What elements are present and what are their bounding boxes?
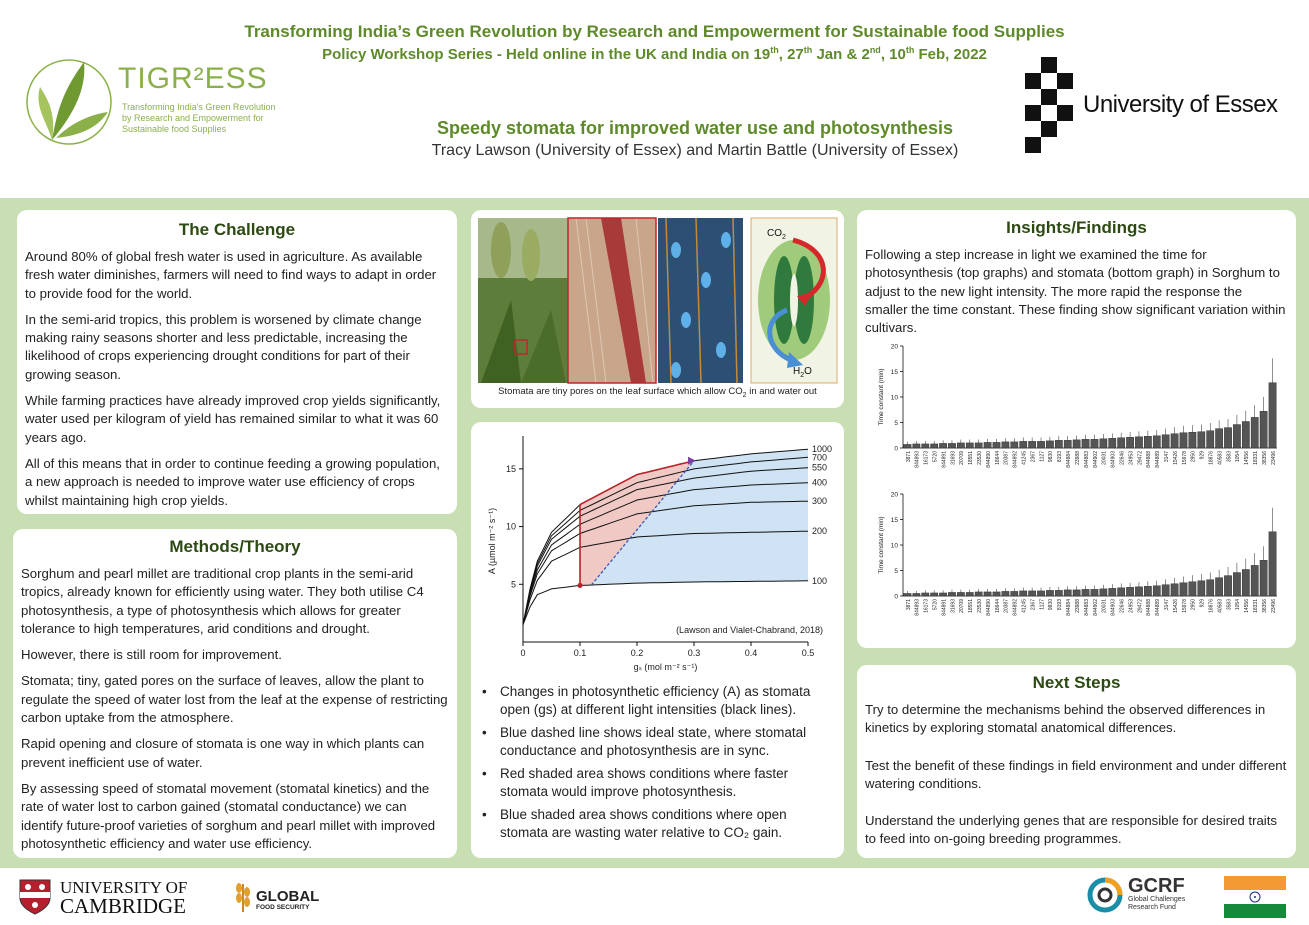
x-tick-label-3: 0.3 bbox=[687, 648, 701, 658]
cambridge-line-1: UNIVERSITY OF bbox=[60, 878, 188, 897]
bottom-chart-bar-0 bbox=[904, 593, 911, 596]
y-tick-label-15: 15 bbox=[505, 463, 516, 474]
top-chart-category-33: 929 bbox=[1199, 451, 1206, 460]
bottom-chart-bar-27 bbox=[1144, 586, 1151, 596]
top-chart-bar-11 bbox=[1002, 442, 1009, 448]
top-chart-category-5: 31693 bbox=[950, 451, 957, 465]
tigress-tagline: Transforming India's Green Revolution by Research and Empowerment for Sustainable food Supplies bbox=[122, 102, 276, 134]
bottom-chart-bar-21 bbox=[1091, 589, 1098, 596]
bottom-chart-category-15: 1127 bbox=[1039, 599, 1046, 610]
bottom-chart-bar-25 bbox=[1126, 587, 1133, 596]
bottom-chart-category-37: 1054 bbox=[1235, 599, 1242, 611]
top-chart-category-24: 22646 bbox=[1119, 451, 1126, 465]
bottom-chart-category-27: 844888 bbox=[1146, 599, 1153, 616]
top-chart-category-27: 844888 bbox=[1146, 451, 1153, 468]
top-chart-category-28: 844889 bbox=[1155, 451, 1162, 468]
top-chart-category-30: 15426 bbox=[1172, 451, 1179, 465]
tigress-logo bbox=[22, 52, 292, 152]
top-chart-category-20: 844883 bbox=[1083, 451, 1090, 468]
top-chart-bar-2 bbox=[922, 444, 929, 448]
methods-p1: Sorghum and pearl millet are traditional crop plants in the semi-arid tropics, already known for efficiently using water. They both utilise C4 photosynthesis, a type of photosynthesis which allows for greater tolerance to high temperatures, arid conditions and drought. bbox=[21, 566, 424, 636]
top-chart-y-label: Time constant (min) bbox=[878, 368, 885, 426]
photosynthesis-curve-chart bbox=[471, 422, 844, 672]
top-chart-category-12: 844892 bbox=[1012, 451, 1019, 468]
top-chart-bar-3 bbox=[931, 444, 938, 448]
top-chart-bar-16 bbox=[1046, 441, 1053, 448]
bottom-chart-bar-32 bbox=[1189, 582, 1196, 596]
top-chart-category-38: 14556 bbox=[1244, 451, 1251, 465]
top-chart-bar-35 bbox=[1215, 429, 1222, 448]
methods-p4: Rapid opening and closure of stomata is one way in which plants can prevent inefficient use of water. bbox=[21, 736, 425, 770]
x-tick-label-4: 0.4 bbox=[744, 648, 758, 658]
top-chart-category-11: 20387 bbox=[1003, 451, 1010, 465]
top-chart-category-10: 18644 bbox=[994, 451, 1001, 465]
top-chart-bar-19 bbox=[1073, 440, 1080, 448]
workshop-subtitle: Policy Workshop Series - Held online in the UK and India on 19th, 27th Jan & 2nd, 10th Feb, 2022 bbox=[322, 45, 987, 63]
bottom-chart-bar-41 bbox=[1269, 532, 1276, 596]
y-tick-label-10: 10 bbox=[505, 521, 516, 532]
next-steps-p3: Understand the underlying genes that are responsible for desired traits to feed into on-going breeding programmes. bbox=[865, 813, 1277, 847]
tigress-name: TIGR²ESS bbox=[118, 62, 268, 95]
bullet-4: • Blue shaded area shows conditions where open stomata are wasting water relative to CO₂ gain. bbox=[476, 806, 836, 841]
top-chart-category-16: 9830 bbox=[1048, 451, 1055, 463]
bottom-chart-tick-label-20: 20 bbox=[890, 491, 898, 499]
top-chart-bar-30 bbox=[1171, 434, 1178, 448]
next-steps-p1: Try to determine the mechanisms behind the observed differences in kinetics by exploring stomatal anatomical differences. bbox=[865, 702, 1266, 736]
top-chart-bar-23 bbox=[1109, 438, 1116, 448]
bottom-chart-category-38: 14556 bbox=[1244, 599, 1251, 613]
top-chart-category-1: 844893 bbox=[914, 451, 921, 468]
time-constant-chart-top bbox=[867, 340, 1287, 490]
bottom-chart-bar-8 bbox=[975, 592, 982, 596]
curve-label-300: 300 bbox=[812, 496, 828, 507]
curve-label-400: 400 bbox=[812, 477, 828, 488]
bottom-chart-category-29: 3147 bbox=[1163, 599, 1170, 611]
bottom-chart-bar-15 bbox=[1037, 591, 1044, 596]
bottom-chart-bar-35 bbox=[1215, 578, 1222, 596]
bottom-chart-category-36: 3583 bbox=[1226, 599, 1233, 611]
bottom-chart-bar-26 bbox=[1135, 587, 1142, 596]
top-chart-bar-21 bbox=[1091, 439, 1098, 448]
challenge-p2: In the semi-arid tropics, this problem is worsened by climate change making rainy seasons shorter and less predictable, increasing the likelihood of crops experiencing drought conditions for part of their growing season. bbox=[25, 311, 422, 382]
cambridge-logo bbox=[18, 878, 188, 921]
bottom-chart-bar-17 bbox=[1055, 590, 1062, 596]
top-chart-bar-29 bbox=[1162, 435, 1169, 448]
top-chart-tick-label-0: 0 bbox=[894, 445, 898, 453]
top-chart-bar-4 bbox=[939, 443, 946, 448]
red-start-point bbox=[578, 583, 583, 588]
top-chart-tick-label-10: 10 bbox=[890, 394, 898, 402]
bullet-2: • Blue dashed line shows ideal state, where stomatal conductance and photosynthesis are in sync. bbox=[476, 724, 836, 759]
bottom-chart-bar-40 bbox=[1260, 560, 1267, 596]
bottom-chart-category-11: 20387 bbox=[1003, 599, 1010, 613]
bullet-1: • Changes in photosynthetic efficiency (A) as stomata open (gs) at different light intensities (black lines). bbox=[476, 683, 836, 718]
bottom-chart-bar-38 bbox=[1242, 569, 1249, 596]
top-chart-category-4: 844891 bbox=[941, 451, 948, 468]
top-chart-bar-24 bbox=[1118, 438, 1125, 448]
bottom-chart-bar-30 bbox=[1171, 584, 1178, 596]
bottom-chart-bar-33 bbox=[1198, 581, 1205, 596]
bottom-chart-bar-34 bbox=[1207, 580, 1214, 596]
top-chart-category-31: 15978 bbox=[1181, 451, 1188, 465]
bottom-chart-category-14: 2367 bbox=[1030, 599, 1037, 611]
methods-p5: By assessing speed of stomatal movement (stomatal kinetics) and the rate of water lost to carbon gained (stomatal conductance) we can identify future-proof varieties of sorghum and pearl millet with improved photosynthetic efficiency and water use efficiency. bbox=[21, 780, 436, 851]
top-chart-category-2: 16173 bbox=[923, 451, 930, 465]
y-axis-label: A (µmol m⁻² s⁻¹) bbox=[487, 507, 497, 575]
header bbox=[0, 0, 1309, 198]
methods-panel bbox=[13, 529, 457, 858]
x-tick-label-0: 0 bbox=[520, 648, 526, 658]
bottom-chart-category-23: 844903 bbox=[1110, 599, 1117, 616]
bottom-chart-bar-1 bbox=[913, 593, 920, 596]
india-flag-icon bbox=[1224, 876, 1286, 918]
bottom-chart-category-10: 18644 bbox=[994, 599, 1001, 613]
top-chart-category-32: 2950 bbox=[1190, 451, 1197, 463]
top-chart-bar-22 bbox=[1100, 439, 1107, 448]
cambridge-shield-icon bbox=[18, 878, 52, 916]
top-chart-category-18: 844884 bbox=[1066, 451, 1073, 468]
top-chart-bar-10 bbox=[993, 442, 1000, 448]
top-chart-bar-15 bbox=[1037, 441, 1044, 448]
bottom-chart-category-2: 16173 bbox=[923, 599, 930, 613]
curve-label-100: 100 bbox=[812, 575, 828, 586]
co2-label: $CO_2$ bbox=[767, 228, 786, 241]
top-chart-tick-label-15: 15 bbox=[890, 369, 898, 376]
top-chart-category-35: 40583 bbox=[1217, 451, 1224, 465]
bottom-chart-category-39: 18331 bbox=[1253, 599, 1260, 613]
bullet-3: • Red shaded area shows conditions where faster stomata would improve photosynthesis. bbox=[476, 765, 836, 800]
bottom-chart-category-31: 15978 bbox=[1181, 599, 1188, 613]
bottom-chart-bar-3 bbox=[931, 593, 938, 596]
bottom-chart-bar-11 bbox=[1002, 591, 1009, 596]
top-chart-bar-1 bbox=[913, 444, 920, 448]
top-chart-bar-31 bbox=[1180, 433, 1187, 448]
top-chart-bar-27 bbox=[1144, 436, 1151, 448]
bottom-chart-category-30: 15426 bbox=[1172, 599, 1179, 613]
bottom-chart-category-19: 23988 bbox=[1074, 599, 1081, 613]
bottom-chart-bar-29 bbox=[1162, 585, 1169, 596]
top-chart-bar-34 bbox=[1207, 431, 1214, 448]
top-chart-bar-9 bbox=[984, 442, 991, 448]
top-chart-category-9: 844890 bbox=[985, 451, 992, 468]
top-chart-category-34: 18876 bbox=[1208, 451, 1215, 465]
bottom-chart-category-0: 3871 bbox=[905, 599, 912, 611]
global-food-security-logo bbox=[232, 880, 320, 917]
bottom-chart-category-28: 844889 bbox=[1155, 599, 1162, 616]
bottom-chart-tick-label-0: 0 bbox=[894, 593, 898, 601]
poster-authors: Tracy Lawson (University of Essex) and Martin Battle (University of Essex) bbox=[431, 142, 959, 159]
top-chart-bar-38 bbox=[1242, 421, 1249, 448]
bottom-chart-category-9: 844890 bbox=[985, 599, 992, 616]
gcrf-line-2: Global Challenges bbox=[1128, 896, 1186, 903]
bottom-chart-category-25: 24953 bbox=[1128, 599, 1135, 613]
stomata-illustration bbox=[471, 210, 844, 408]
top-chart-bar-18 bbox=[1064, 440, 1071, 448]
curve-label-1000: 1000 bbox=[812, 444, 833, 455]
challenge-p4: All of this means that in order to continue feeding a growing population, a new approach is needed to improve water use efficiency of crops whilst maintaining high crop yields. bbox=[25, 455, 440, 508]
methods-p3: Stomata; tiny, gated pores on the surface of leaves, allow the plant to regulate the speed of water lost from the leaf at the expense of restricting carbon uptake from the atmosphere. bbox=[21, 673, 448, 726]
bottom-chart-bar-23 bbox=[1109, 588, 1116, 596]
top-chart-tick-label-20: 20 bbox=[890, 343, 898, 351]
insights-panel bbox=[857, 210, 1296, 648]
curve-label-550: 550 bbox=[812, 462, 828, 473]
x-tick-label-5: 0.5 bbox=[801, 648, 815, 658]
bottom-chart-y-label: Time constant (min) bbox=[878, 516, 885, 574]
bottom-chart-category-17: 8193 bbox=[1057, 599, 1064, 611]
wheat-icon bbox=[232, 880, 254, 912]
bottom-chart-category-13: 41245 bbox=[1021, 599, 1028, 613]
top-chart-bar-41 bbox=[1269, 383, 1276, 448]
top-chart-category-29: 3147 bbox=[1163, 451, 1170, 463]
bottom-chart-bar-36 bbox=[1224, 576, 1231, 596]
workshop-title: Transforming India’s Green Revolution by Research and Empowerment for Sustainable food Supplies bbox=[244, 22, 1065, 41]
insights-p1: Following a step increase in light we examined the time for photosynthesis (top graphs) and stomata (bottom graph) in Sorghum to adjust to the new light intensity. The more rapid the response the smaller the time constant. These finding show significant variation within cultivars. bbox=[865, 247, 1286, 336]
x-axis-label: gₛ (mol m⁻² s⁻¹) bbox=[633, 662, 698, 672]
bottom-chart-category-24: 22646 bbox=[1119, 599, 1126, 613]
bottom-chart-tick-label-10: 10 bbox=[890, 542, 898, 550]
bottom-chart-category-5: 31693 bbox=[950, 599, 957, 613]
bottom-chart-category-6: 20709 bbox=[959, 599, 966, 613]
top-chart-bar-32 bbox=[1189, 432, 1196, 448]
top-chart-category-26: 29472 bbox=[1137, 451, 1144, 465]
chart-credit: (Lawson and Vialet-Chabrand, 2018) bbox=[676, 625, 823, 635]
top-chart-bar-20 bbox=[1082, 439, 1089, 448]
y-tick-label-5: 5 bbox=[510, 579, 516, 590]
bottom-chart-category-16: 9830 bbox=[1048, 599, 1055, 611]
gcrf-ring-icon bbox=[1086, 876, 1124, 914]
x-tick-label-1: 0.1 bbox=[573, 648, 587, 658]
top-chart-category-0: 3871 bbox=[905, 451, 912, 463]
gcrf-logo bbox=[1086, 875, 1186, 919]
methods-heading: Methods/Theory bbox=[169, 537, 301, 556]
top-chart-bar-28 bbox=[1153, 436, 1160, 448]
next-steps-p2: Test the benefit of these findings in field environment and under different watering conditions. bbox=[865, 757, 1287, 791]
next-steps-panel bbox=[857, 665, 1296, 858]
top-chart-category-37: 1054 bbox=[1235, 451, 1242, 463]
top-chart-bar-33 bbox=[1198, 432, 1205, 448]
top-chart-category-39: 18331 bbox=[1253, 451, 1260, 465]
bottom-chart-category-35: 40583 bbox=[1217, 599, 1224, 613]
cambridge-line-2: CAMBRIDGE bbox=[60, 894, 187, 918]
top-chart-category-14: 2367 bbox=[1030, 451, 1037, 463]
top-chart-category-36: 3583 bbox=[1226, 451, 1233, 463]
bottom-chart-bar-37 bbox=[1233, 573, 1240, 596]
bottom-chart-bar-6 bbox=[957, 592, 964, 596]
bottom-chart-bar-31 bbox=[1180, 583, 1187, 596]
top-chart-category-3: 5720 bbox=[932, 451, 939, 463]
top-chart-bar-25 bbox=[1126, 437, 1133, 448]
bottom-chart-category-3: 5720 bbox=[932, 599, 939, 611]
top-chart-bar-6 bbox=[957, 443, 964, 448]
bottom-chart-bar-18 bbox=[1064, 590, 1071, 596]
top-chart-category-7: 18551 bbox=[968, 451, 975, 465]
bottom-chart-category-4: 844891 bbox=[941, 599, 948, 616]
next-steps-heading: Next Steps bbox=[1032, 673, 1121, 692]
top-chart-bar-0 bbox=[904, 444, 911, 448]
h2o-label: $H_2O$ bbox=[793, 366, 812, 379]
bottom-chart-bar-16 bbox=[1046, 590, 1053, 596]
top-chart-category-21: 844902 bbox=[1092, 451, 1099, 468]
curve-100 bbox=[523, 581, 808, 625]
bottom-chart-bar-14 bbox=[1028, 591, 1035, 596]
x-tick-label-2: 0.2 bbox=[630, 648, 644, 658]
top-chart-bar-7 bbox=[966, 443, 973, 448]
bottom-chart-category-7: 18551 bbox=[968, 599, 975, 613]
top-chart-bar-39 bbox=[1251, 417, 1258, 448]
top-chart-category-25: 24953 bbox=[1128, 451, 1135, 465]
bottom-chart-bar-28 bbox=[1153, 586, 1160, 596]
poster-title: Speedy stomata for improved water use and photosynthesis bbox=[436, 118, 954, 138]
top-chart-bar-13 bbox=[1020, 441, 1027, 448]
top-chart-bar-17 bbox=[1055, 440, 1062, 448]
top-chart-category-40: 38356 bbox=[1261, 451, 1268, 465]
bottom-chart-category-26: 29472 bbox=[1137, 599, 1144, 613]
challenge-p3: While farming practices have already improved crop yields significantly, water used per kilogram of yield has remained similar to what it was 60 years ago. bbox=[25, 393, 441, 445]
bottom-chart-bar-10 bbox=[993, 592, 1000, 596]
bottom-chart-bar-39 bbox=[1251, 565, 1258, 596]
curve-label-700: 700 bbox=[812, 452, 828, 463]
top-chart-category-8: 23530 bbox=[976, 451, 983, 465]
methods-p2: However, there is still room for improvement. bbox=[21, 647, 282, 663]
leaf-logo-icon bbox=[22, 52, 122, 152]
top-chart-category-23: 844903 bbox=[1110, 451, 1117, 468]
top-chart-category-15: 1127 bbox=[1039, 451, 1046, 462]
top-chart-category-41: 23496 bbox=[1270, 451, 1277, 465]
top-chart-bar-8 bbox=[975, 443, 982, 448]
bottom-chart-bar-2 bbox=[922, 593, 929, 596]
bottom-chart-bar-5 bbox=[948, 592, 955, 596]
bottom-chart-bar-12 bbox=[1011, 591, 1018, 596]
insights-heading: Insights/Findings bbox=[1006, 218, 1147, 237]
bottom-chart-bar-20 bbox=[1082, 589, 1089, 596]
top-chart-bar-40 bbox=[1260, 411, 1267, 448]
curve-panel bbox=[471, 422, 844, 858]
bottom-chart-category-22: 20031 bbox=[1101, 599, 1108, 613]
top-chart-category-19: 23988 bbox=[1074, 451, 1081, 465]
top-chart-bar-37 bbox=[1233, 425, 1240, 448]
bottom-chart-tick-label-5: 5 bbox=[894, 568, 898, 575]
essex-checker-icon bbox=[1025, 57, 1075, 155]
challenge-heading: The Challenge bbox=[178, 220, 296, 239]
bottom-chart-tick-label-15: 15 bbox=[890, 517, 898, 524]
bottom-chart-category-21: 844902 bbox=[1092, 599, 1099, 616]
bottom-chart-category-12: 844892 bbox=[1012, 599, 1019, 616]
global-line-2: FOOD SECURITY bbox=[256, 904, 310, 911]
bottom-chart-category-41: 23496 bbox=[1270, 599, 1277, 613]
challenge-panel bbox=[17, 210, 457, 514]
footer bbox=[0, 868, 1309, 925]
bottom-chart-bar-7 bbox=[966, 592, 973, 596]
top-chart-bar-36 bbox=[1224, 428, 1231, 448]
bottom-chart-bar-24 bbox=[1118, 588, 1125, 596]
top-chart-category-6: 20709 bbox=[959, 451, 966, 465]
top-chart-bar-26 bbox=[1135, 437, 1142, 448]
curve-bullets bbox=[476, 683, 836, 847]
bottom-chart-bar-13 bbox=[1020, 591, 1027, 596]
time-constant-chart-bottom bbox=[867, 488, 1287, 638]
bottom-chart-bar-22 bbox=[1100, 589, 1107, 596]
bottom-chart-category-40: 38356 bbox=[1261, 599, 1268, 613]
bottom-chart-bar-4 bbox=[939, 593, 946, 596]
bottom-chart-category-32: 2950 bbox=[1190, 599, 1197, 611]
global-line-1: GLOBAL bbox=[256, 888, 320, 905]
top-chart-bar-5 bbox=[948, 443, 955, 448]
bottom-chart-category-34: 18876 bbox=[1208, 599, 1215, 613]
top-chart-bar-14 bbox=[1028, 441, 1035, 448]
bottom-chart-category-20: 844883 bbox=[1083, 599, 1090, 616]
bottom-chart-bar-9 bbox=[984, 592, 991, 596]
stomata-caption: Stomata are tiny pores on the leaf surface which allow $CO_2$ in and water out bbox=[498, 386, 817, 399]
bottom-chart-category-1: 844893 bbox=[914, 599, 921, 616]
essex-name: University of Essex bbox=[1083, 91, 1278, 118]
top-chart-bar-12 bbox=[1011, 442, 1018, 448]
gcrf-name: GCRF bbox=[1128, 875, 1185, 897]
stomata-image-panel bbox=[471, 210, 844, 408]
gcrf-line-3: Research Fund bbox=[1128, 904, 1176, 911]
curve-label-200: 200 bbox=[812, 526, 828, 537]
top-chart-category-22: 20031 bbox=[1101, 451, 1108, 465]
bottom-chart-category-8: 23530 bbox=[976, 599, 983, 613]
top-chart-category-17: 8193 bbox=[1057, 451, 1064, 463]
bottom-chart-category-18: 844884 bbox=[1066, 599, 1073, 616]
top-chart-tick-label-5: 5 bbox=[894, 420, 898, 427]
essex-logo bbox=[1025, 57, 1295, 157]
bottom-chart-category-33: 929 bbox=[1199, 599, 1206, 608]
challenge-p1: Around 80% of global fresh water is used in agriculture. As available fresh water diminishes, farmers will need to find ways to adapt in order to provide food for the world. bbox=[25, 249, 437, 301]
top-chart-category-13: 41245 bbox=[1021, 451, 1028, 465]
india-flag bbox=[1224, 876, 1286, 923]
bottom-chart-bar-19 bbox=[1073, 590, 1080, 596]
